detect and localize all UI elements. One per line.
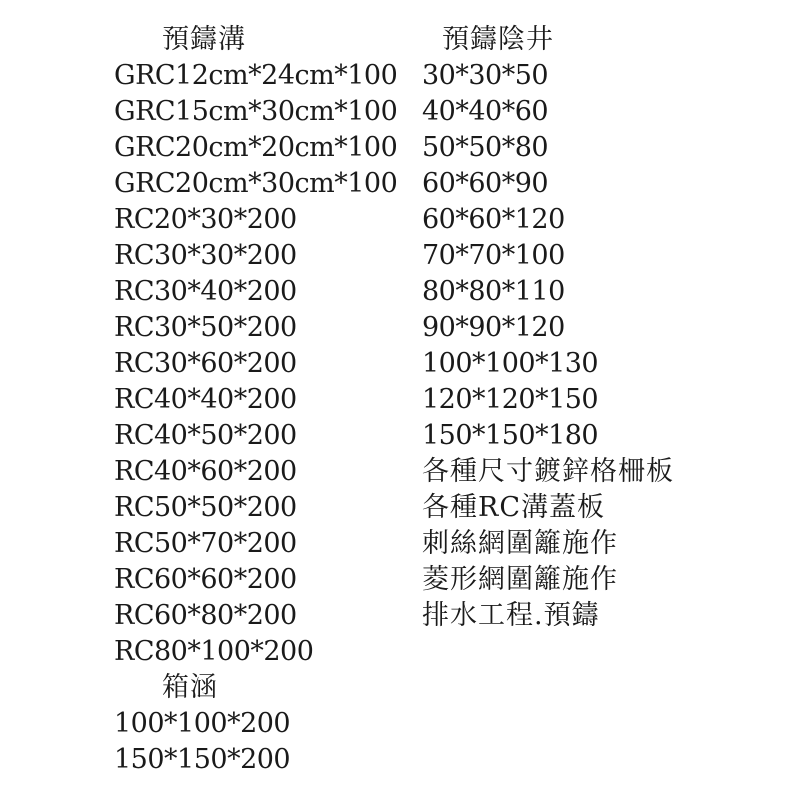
left-size-item: RC60*60*200 [114, 564, 297, 595]
right-service-item: 各種尺寸鍍鋅格柵板 [422, 456, 674, 487]
left-column-precast-trench-list [114, 22, 397, 778]
right-column-precast-manhole-list [422, 22, 674, 634]
left-size-item: GRC20cm*30cm*100 [114, 168, 398, 199]
left-section-heading: 箱涵 [162, 672, 218, 703]
left-size-item: RC40*50*200 [114, 420, 297, 451]
right-size-item: 100*100*130 [422, 348, 599, 379]
left-size-item: 100*100*200 [114, 708, 291, 739]
right-size-item: 50*50*80 [422, 132, 549, 163]
left-size-item: RC40*60*200 [114, 456, 297, 487]
right-size-item: 90*90*120 [422, 312, 565, 343]
right-service-item: 菱形網圍籬施作 [422, 564, 618, 595]
right-size-item: 120*120*150 [422, 384, 599, 415]
right-size-item: 80*80*110 [422, 276, 565, 307]
left-size-item: GRC20cm*20cm*100 [114, 132, 398, 163]
right-size-item: 70*70*100 [422, 240, 565, 271]
right-size-item: 60*60*120 [422, 204, 565, 235]
right-service-item: 刺絲網圍籬施作 [422, 528, 618, 559]
right-size-item: 60*60*90 [422, 168, 549, 199]
right-size-item: 30*30*50 [422, 60, 549, 91]
left-size-item: GRC15cm*30cm*100 [114, 96, 398, 127]
right-size-item: 40*40*60 [422, 96, 549, 127]
left-size-item: GRC12cm*24cm*100 [114, 60, 398, 91]
right-section-heading: 預鑄陰井 [442, 24, 554, 55]
left-section-heading: 預鑄溝 [162, 24, 246, 55]
left-size-item: RC30*60*200 [114, 348, 297, 379]
left-size-item: RC20*30*200 [114, 204, 297, 235]
left-size-item: 150*150*200 [114, 744, 291, 775]
right-service-item: 各種RC溝蓋板 [422, 492, 605, 523]
left-size-item: RC30*30*200 [114, 240, 297, 271]
right-size-item: 150*150*180 [422, 420, 599, 451]
left-size-item: RC80*100*200 [114, 636, 314, 667]
left-size-item: RC30*50*200 [114, 312, 297, 343]
left-size-item: RC60*80*200 [114, 600, 297, 631]
left-size-item: RC30*40*200 [114, 276, 297, 307]
left-size-item: RC50*70*200 [114, 528, 297, 559]
left-size-item: RC50*50*200 [114, 492, 297, 523]
right-service-item: 排水工程.預鑄 [422, 600, 600, 631]
left-size-item: RC40*40*200 [114, 384, 297, 415]
